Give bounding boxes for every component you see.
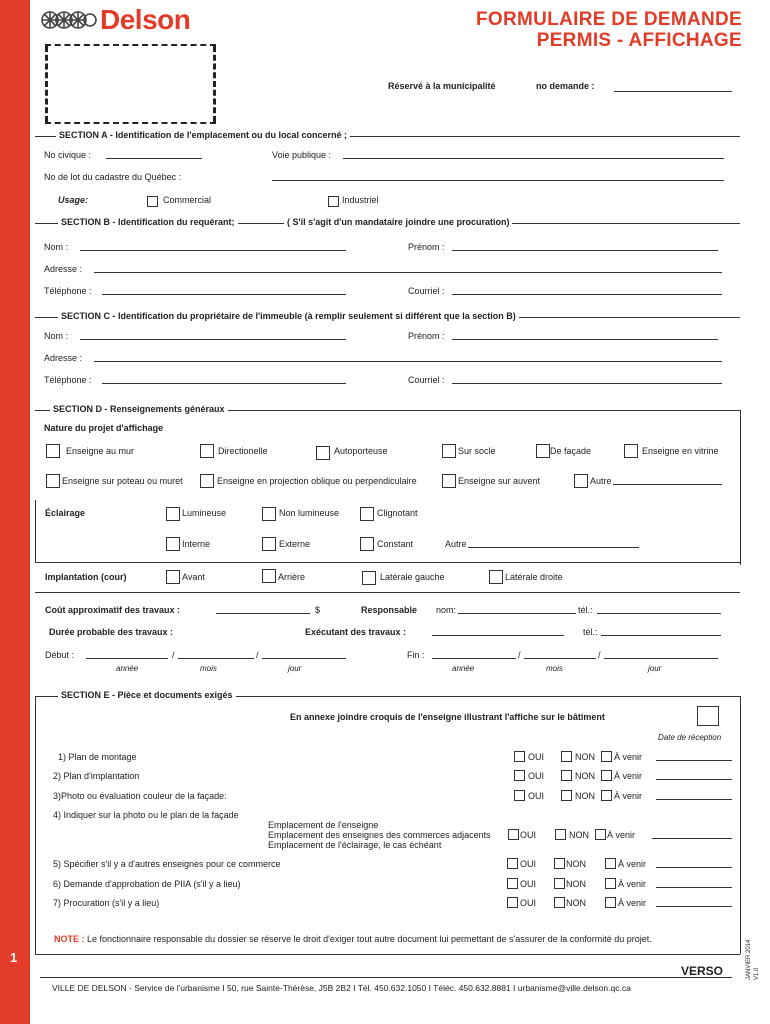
doc-1-venir-checkbox[interactable] <box>601 751 612 762</box>
doc-5-reception-field[interactable] <box>656 867 732 868</box>
doc-4-non-checkbox[interactable] <box>555 829 566 840</box>
lighting-blinking-label: Clignotant <box>377 508 418 518</box>
nature-other-checkbox[interactable] <box>574 474 588 488</box>
location-right-checkbox[interactable] <box>489 570 503 584</box>
lot-number-label: No de lot du cadastre du Québec : <box>44 172 182 182</box>
doc-6-reception-field[interactable] <box>656 887 732 888</box>
nature-wall-checkbox[interactable] <box>46 444 60 458</box>
owner-phone-field[interactable] <box>102 383 346 384</box>
doc-2-oui-label: OUI <box>528 771 545 781</box>
responsible-label: Responsable <box>361 605 418 615</box>
requester-firstname-label: Prénom : <box>408 242 445 252</box>
nature-freestanding-label: Autoporteuse <box>334 446 388 456</box>
nature-directional-label: Directionelle <box>218 446 268 456</box>
doc-1-reception-field[interactable] <box>656 760 732 761</box>
cost-unit: $ <box>315 605 321 615</box>
doc-4-sub-3: Emplacement de l'éclairage, le cas échéant <box>268 840 442 850</box>
doc-3-non-label: NON <box>575 791 595 801</box>
civic-number-field[interactable] <box>106 158 202 159</box>
doc-3-venir-label: À venir <box>614 791 643 801</box>
doc-6-oui-label: OUI <box>520 879 537 889</box>
doc-item-5: 5) Spécifier s'il y a d'autres enseignes pour ce commerce <box>53 859 281 869</box>
nature-freestanding-checkbox[interactable] <box>316 446 330 460</box>
doc-item-3: 3)Photo ou évaluation couleur de la façade: <box>53 791 227 801</box>
responsible-tel-label: tél.: <box>578 605 593 615</box>
doc-4-reception-field[interactable] <box>652 838 732 839</box>
section-a-title: SECTION A - Identification de l'emplacement ou du local concerné ; <box>56 130 350 140</box>
doc-1-venir-label: À venir <box>614 752 643 762</box>
footer-rule <box>40 977 732 978</box>
nature-base-checkbox[interactable] <box>442 444 456 458</box>
doc-4-venir-label: À venir <box>607 830 636 840</box>
nature-other-label: Autre <box>590 476 612 486</box>
delson-logo-text: Delson <box>100 4 191 35</box>
doc-7-non-label: NON <box>566 898 586 908</box>
lighting-label: Éclairage <box>45 508 86 518</box>
nature-label: Nature du projet d'affichage <box>44 423 164 433</box>
doc-5-non-checkbox[interactable] <box>554 858 565 869</box>
demand-number-field[interactable] <box>614 91 732 92</box>
lighting-constant-checkbox[interactable] <box>360 537 374 551</box>
industrial-checkbox[interactable] <box>328 196 339 207</box>
location-label: Implantation (cour) <box>45 572 127 582</box>
doc-item-7: 7) Procuration (s'il y a lieu) <box>53 898 160 908</box>
doc-5-oui-checkbox[interactable] <box>507 858 518 869</box>
verso-label: VERSO <box>681 964 724 978</box>
start-day-field[interactable] <box>262 658 346 659</box>
date-separator: / <box>172 650 175 660</box>
page-number: 1 <box>10 950 18 965</box>
nature-awning-label: Enseigne sur auvent <box>458 476 541 486</box>
form-title-line1: FORMULAIRE DE DEMANDE <box>476 9 742 30</box>
nature-facade-checkbox[interactable] <box>536 444 550 458</box>
start-month-caption: mois <box>200 664 217 673</box>
end-date-label: Fin : <box>407 650 425 660</box>
end-day-field[interactable] <box>604 658 718 659</box>
section-e-left-rule <box>35 696 36 954</box>
owner-email-label: Courriel : <box>408 375 445 385</box>
doc-5-venir-checkbox[interactable] <box>605 858 616 869</box>
nature-projection-label: Enseigne en projection oblique ou perpendiculaire <box>217 476 417 486</box>
annex-sketch-text: En annexe joindre croquis de l'enseigne illustrant l'affiche sur le bâtiment <box>290 712 605 722</box>
doc-7-oui-label: OUI <box>520 898 537 908</box>
nature-pole-label: Enseigne sur poteau ou muret <box>62 476 183 486</box>
doc-7-venir-label: À venir <box>618 898 647 908</box>
doc-2-venir-checkbox[interactable] <box>601 770 612 781</box>
nature-window-label: Enseigne en vitrine <box>642 446 719 456</box>
location-left-checkbox[interactable] <box>362 571 376 585</box>
responsible-name-label: nom: <box>436 605 457 615</box>
cost-field[interactable] <box>216 613 310 614</box>
form-title-line2: PERMIS - AFFICHAGE <box>536 30 742 51</box>
version-code: V1.0 <box>754 967 760 980</box>
start-day-caption: jour <box>288 664 302 673</box>
version-date: JANVIER 2014 <box>746 939 752 980</box>
doc-item-1: 1) Plan de montage <box>58 752 137 762</box>
doc-3-non-checkbox[interactable] <box>561 790 572 801</box>
nature-directional-checkbox[interactable] <box>200 444 214 458</box>
end-year-field[interactable] <box>432 658 516 659</box>
doc-2-non-checkbox[interactable] <box>561 770 572 781</box>
doc-4-venir-checkbox[interactable] <box>595 829 606 840</box>
owner-address-label: Adresse : <box>44 353 83 363</box>
location-front-label: Avant <box>182 572 205 582</box>
location-top-rule <box>35 562 740 563</box>
nature-awning-checkbox[interactable] <box>442 474 456 488</box>
section-c-title: SECTION C - Identification du propriétaire de l'immeuble (à remplir seulement si différent que la section B) <box>58 311 519 321</box>
lighting-lit-checkbox[interactable] <box>166 507 180 521</box>
lighting-constant-label: Constant <box>377 539 414 549</box>
requester-phone-label: Téléphone : <box>44 286 92 296</box>
location-front-checkbox[interactable] <box>166 570 180 584</box>
lighting-lit-label: Lumineuse <box>182 508 227 518</box>
doc-4-non-label: NON <box>569 830 589 840</box>
location-bottom-rule <box>35 592 740 593</box>
requester-address-field[interactable] <box>94 272 722 273</box>
doc-6-non-checkbox[interactable] <box>554 878 565 889</box>
doc-3-venir-checkbox[interactable] <box>601 790 612 801</box>
doc-6-venir-checkbox[interactable] <box>605 878 616 889</box>
nature-window-checkbox[interactable] <box>624 444 638 458</box>
side-color-bar <box>0 0 30 1024</box>
location-right-label: Latérale droite <box>505 572 563 582</box>
version-block <box>741 940 767 980</box>
date-separator: / <box>598 650 601 660</box>
lighting-external-checkbox[interactable] <box>262 537 276 551</box>
doc-4-oui-label: OUI <box>520 830 537 840</box>
owner-phone-label: Téléphone : <box>44 375 92 385</box>
lighting-unlit-checkbox[interactable] <box>262 507 276 521</box>
doc-3-reception-field[interactable] <box>656 799 732 800</box>
start-month-field[interactable] <box>178 658 254 659</box>
note-text: Le fonctionnaire responsable du dossier se réserve le droit d'exiger tout autre document lui permettant de s'assurer de la conformité du projet. <box>87 934 652 944</box>
owner-address-field[interactable] <box>94 361 722 362</box>
doc-6-oui-checkbox[interactable] <box>507 878 518 889</box>
end-month-caption: mois <box>546 664 563 673</box>
doc-7-reception-field[interactable] <box>656 906 732 907</box>
section-b-title: SECTION B - Identification du requérant; <box>58 217 238 227</box>
cost-label: Coût approximatif des travaux : <box>45 605 181 615</box>
location-rear-label: Arrière <box>278 572 306 582</box>
executor-field[interactable] <box>432 635 564 636</box>
doc-1-oui-checkbox[interactable] <box>514 751 525 762</box>
road-label: Voie publique : <box>272 150 332 160</box>
doc-item-6: 6) Demande d'approbation de PIIA (s'il y a lieu) <box>53 879 241 889</box>
doc-6-venir-label: À venir <box>618 879 647 889</box>
doc-1-non-checkbox[interactable] <box>561 751 572 762</box>
lighting-unlit-label: Non lumineuse <box>279 508 340 518</box>
executor-label: Exécutant des travaux : <box>305 627 407 637</box>
doc-item-4: 4) Indiquer sur la photo ou le plan de la façade <box>53 810 239 820</box>
doc-2-venir-label: À venir <box>614 771 643 781</box>
start-date-label: Début : <box>45 650 75 660</box>
doc-2-oui-checkbox[interactable] <box>514 770 525 781</box>
doc-5-non-label: NON <box>566 859 586 869</box>
footer-address: VILLE DE DELSON - Service de l'urbanisme I 50, rue Sainte-Thérèse, J5B 2B2 I Tél. 450.632.1050 I Téléc. 450.632.8881 I urbanisme@ville.delson.qc.ca <box>52 983 631 993</box>
doc-5-venir-label: À venir <box>618 859 647 869</box>
usage-label: Usage: <box>58 195 89 205</box>
section-d-right-rule <box>740 410 741 565</box>
nature-wall-label: Enseigne au mur <box>66 446 135 456</box>
lot-number-field[interactable] <box>272 180 724 181</box>
owner-name-field[interactable] <box>80 339 346 340</box>
nature-projection-checkbox[interactable] <box>200 474 214 488</box>
municipality-reserved-box <box>45 46 216 122</box>
requester-phone-field[interactable] <box>102 294 346 295</box>
doc-item-2: 2) Plan d'implantation <box>53 771 140 781</box>
civic-number-label: No civique : <box>44 150 92 160</box>
commercial-checkbox[interactable] <box>147 196 158 207</box>
duration-label: Durée probable des travaux : <box>49 627 174 637</box>
section-d-title: SECTION D - Renseignements généraux <box>50 404 228 414</box>
doc-3-oui-checkbox[interactable] <box>514 790 525 801</box>
nature-other-field[interactable] <box>613 484 722 485</box>
commercial-label: Commercial <box>163 195 212 205</box>
doc-7-oui-checkbox[interactable] <box>507 897 518 908</box>
doc-5-oui-label: OUI <box>520 859 537 869</box>
owner-firstname-field[interactable] <box>452 339 718 340</box>
date-separator: / <box>518 650 521 660</box>
doc-4-oui-checkbox[interactable] <box>508 829 519 840</box>
lighting-blinking-checkbox[interactable] <box>360 507 374 521</box>
section-e-title: SECTION E - Pièce et documents exigés <box>58 690 236 700</box>
requester-name-label: Nom : <box>44 242 69 252</box>
lighting-external-label: Externe <box>279 539 311 549</box>
end-month-field[interactable] <box>524 658 596 659</box>
doc-2-non-label: NON <box>575 771 595 781</box>
doc-1-non-label: NON <box>575 752 595 762</box>
lighting-other-field[interactable] <box>468 547 639 548</box>
doc-4-sub-2: Emplacement des enseignes des commerces adjacents <box>268 830 491 840</box>
doc-7-non-checkbox[interactable] <box>554 897 565 908</box>
lighting-other-label: Autre <box>445 539 467 549</box>
start-year-field[interactable] <box>86 658 168 659</box>
doc-7-venir-checkbox[interactable] <box>605 897 616 908</box>
requester-firstname-field[interactable] <box>452 250 718 251</box>
location-rear-checkbox[interactable] <box>262 569 276 583</box>
reception-date-label: Date de réception <box>658 733 722 742</box>
nature-facade-label: De façade <box>550 446 592 456</box>
owner-name-label: Nom : <box>44 331 69 341</box>
nature-pole-checkbox[interactable] <box>46 474 60 488</box>
demand-number-label: no demande : <box>536 81 595 91</box>
date-separator: / <box>256 650 259 660</box>
doc-3-oui-label: OUI <box>528 791 545 801</box>
requester-email-label: Courriel : <box>408 286 445 296</box>
section-b-note: ( S'il s'agit d'un mandataire joindre une procuration) <box>284 217 512 227</box>
doc-2-reception-field[interactable] <box>656 779 732 780</box>
lighting-left-rule <box>35 500 36 562</box>
requester-email-field[interactable] <box>452 294 722 295</box>
lighting-internal-checkbox[interactable] <box>166 537 180 551</box>
executor-tel-label: tél.: <box>583 627 598 637</box>
requester-address-label: Adresse : <box>44 264 83 274</box>
section-e-bottom-rule <box>35 954 740 955</box>
owner-firstname-label: Prénom : <box>408 331 445 341</box>
reserved-label: Réservé à la municipalité <box>388 81 496 91</box>
road-field[interactable] <box>343 158 724 159</box>
location-left-label: Latérale gauche <box>380 572 445 582</box>
note-label: NOTE : <box>54 934 85 944</box>
note-paragraph <box>54 934 652 944</box>
requester-name-field[interactable] <box>80 250 346 251</box>
executor-tel-field[interactable] <box>601 635 721 636</box>
doc-6-non-label: NON <box>566 879 586 889</box>
responsible-name-field[interactable] <box>458 613 576 614</box>
responsible-tel-field[interactable] <box>597 613 721 614</box>
doc-1-oui-label: OUI <box>528 752 545 762</box>
industrial-label: Industriel <box>342 195 379 205</box>
annex-sketch-checkbox[interactable] <box>697 706 719 726</box>
end-day-caption: jour <box>648 664 662 673</box>
delson-logo-wheels-icon <box>40 8 98 32</box>
owner-email-field[interactable] <box>452 383 722 384</box>
start-year-caption: année <box>116 664 139 673</box>
doc-4-sub-1: Emplacement de l'enseigne <box>268 820 379 830</box>
lighting-internal-label: Interne <box>182 539 211 549</box>
nature-base-label: Sur socle <box>458 446 496 456</box>
end-year-caption: année <box>452 664 475 673</box>
section-e-right-rule <box>740 696 741 954</box>
